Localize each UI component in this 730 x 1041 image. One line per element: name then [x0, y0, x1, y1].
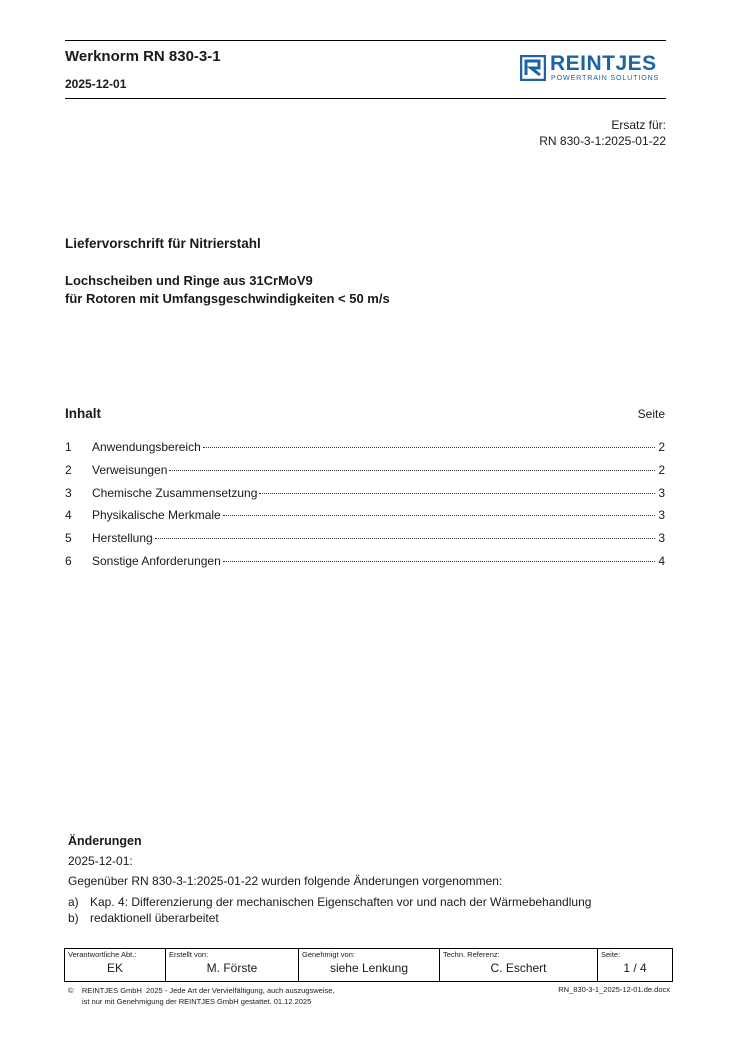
toc-entry-label: Sonstige Anforderungen [92, 553, 221, 568]
change-item-marker: a) [68, 895, 79, 909]
toc-entry-label: Verweisungen [92, 462, 168, 477]
toc-leader-dots [155, 538, 655, 539]
toc-leader-dots [223, 561, 655, 562]
change-item-text: Kap. 4: Differenzierung der mechanischen Eigenschaften vor und nach der Wärmebehandlung [90, 895, 592, 909]
toc-entry-label: Physikalische Merkmale [92, 508, 221, 523]
footer-cell-department [65, 949, 166, 982]
replacement-reference: RN 830-3-1:2025-01-22 [539, 134, 666, 148]
changes-date: 2025-12-01: [68, 854, 133, 868]
footer-cell-value: 1 / 4 [623, 961, 647, 975]
toc-entry-page: 3 [658, 485, 665, 500]
logo-wordmark: REINTJES [550, 52, 657, 75]
changes-section [68, 834, 591, 926]
logo-tagline: POWERTRAIN SOLUTIONS [551, 73, 660, 82]
toc-leader-dots [203, 447, 655, 448]
change-item [68, 894, 591, 910]
copyright-notice [68, 985, 334, 1007]
footer-cell-page [598, 949, 673, 982]
toc-entry[interactable] [65, 440, 665, 463]
toc-entry-number: 5 [65, 531, 72, 546]
toc-entry-page: 4 [658, 553, 665, 568]
footer-cell-label: Erstellt von: [169, 950, 209, 959]
toc-heading: Inhalt [65, 406, 101, 421]
toc-leader-dots [223, 515, 655, 516]
footer-cell-value: EK [106, 961, 123, 975]
change-item-marker: b) [68, 911, 79, 925]
toc-entry[interactable] [65, 486, 665, 509]
copyright-line-1: © REINTJES GmbH 2025 - Jede Art der Vervielfältigung, auch auszugsweise, [68, 986, 335, 995]
toc-entry-page: 2 [658, 462, 665, 477]
toc-page-column-label: Seite [637, 407, 665, 421]
changes-heading: Änderungen [68, 834, 142, 848]
table-of-contents [65, 440, 665, 577]
toc-entry-label: Anwendungsbereich [92, 440, 201, 454]
toc-leader-dots [259, 493, 655, 494]
toc-entry-page: 3 [658, 508, 665, 523]
replacement-info [539, 117, 666, 149]
toc-entry-page: 2 [658, 440, 665, 454]
changes-intro: Gegenüber RN 830-3-1:2025-01-22 wurden folgende Änderungen vorgenommen: [68, 874, 503, 888]
copyright-line-2: ist nur mit Genehmigung der REINTJES GmbH gestattet. 01.12.2025 [82, 997, 312, 1006]
spec-subtitle-line-2: für Rotoren mit Umfangsgeschwindigkeiten < 50 m/s [65, 291, 390, 306]
toc-leader-dots [169, 470, 655, 471]
footer-cell-label: Genehmigt von: [302, 950, 355, 959]
toc-entry-label: Chemische Zusammensetzung [92, 485, 258, 500]
spec-subtitle-line-1: Lochscheiben und Ringe aus 31CrMoV9 [65, 273, 313, 288]
file-name: RN_830-3-1_2025-12-01.de.docx [558, 985, 670, 994]
footer-cell-created-by [166, 949, 299, 982]
footer-cell-label: Techn. Referenz: [443, 950, 500, 959]
footer-cell-value: M. Förste [206, 961, 258, 975]
toc-entry-number: 1 [65, 440, 72, 454]
footer-cell-value: C. Eschert [490, 961, 547, 975]
toc-entry[interactable] [65, 531, 665, 554]
change-item-text: redaktionell überarbeitet [90, 911, 219, 925]
spec-subtitle [65, 272, 390, 308]
document-title: Werknorm RN 830-3-1 [65, 48, 221, 65]
document-date: 2025-12-01 [65, 77, 127, 91]
toc-entry[interactable] [65, 554, 665, 577]
toc-entry[interactable] [65, 508, 665, 531]
toc-entry-number: 2 [65, 462, 72, 477]
toc-entry-number: 3 [65, 485, 72, 500]
header-top-rule [65, 40, 666, 41]
toc-entry[interactable] [65, 463, 665, 486]
toc-entry-label: Herstellung [92, 531, 153, 546]
toc-entry-number: 4 [65, 508, 72, 523]
reintjes-logo-icon [520, 55, 546, 81]
toc-entry-number: 6 [65, 553, 72, 568]
footer-cell-approved-by [299, 949, 440, 982]
footer-cell-value: siehe Lenkung [329, 961, 409, 975]
header-bottom-rule [65, 98, 666, 99]
footer-cell-label: Seite: [601, 950, 621, 959]
change-item [68, 910, 591, 926]
company-logo [520, 52, 666, 85]
approval-table [64, 948, 673, 982]
toc-entry-page: 3 [658, 531, 665, 546]
footer-cell-label: Verantwortliche Abt.: [68, 950, 137, 959]
replacement-label: Ersatz für: [611, 118, 666, 132]
spec-title: Liefervorschrift für Nitrierstahl [65, 236, 261, 251]
footer-cell-tech-reference [440, 949, 598, 982]
